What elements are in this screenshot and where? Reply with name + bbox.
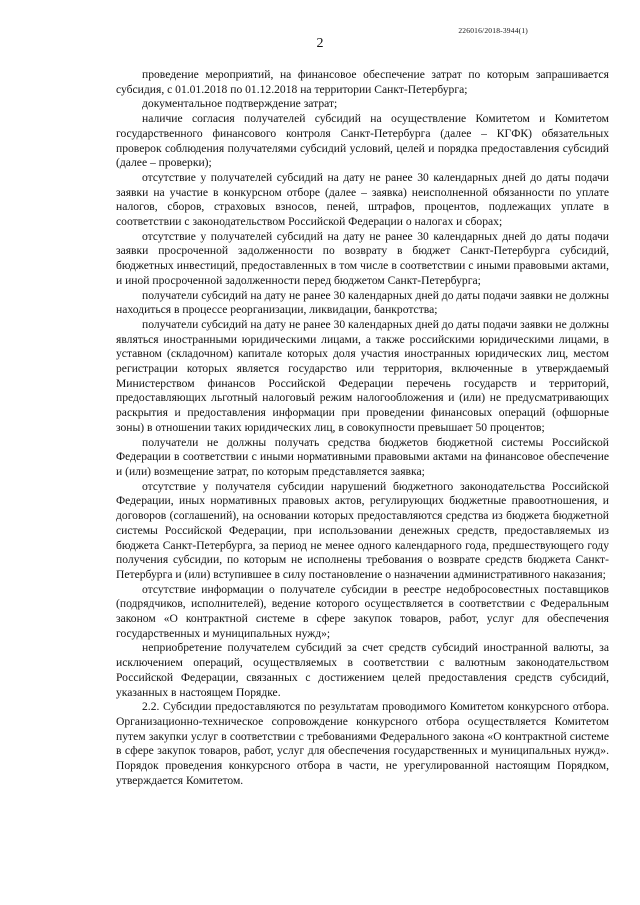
paragraph-no-overdue-debt: отсутствие у получателей субсидий на дату не ранее 30 календарных дней до даты подачи заявки просроченной задолженности по возврату в бюджет Санкт-Петербурга субсидий, бюджетных инвестиций, предоставленных в том числе в соответствии с иными правовыми актами, и иной просроченной задолженности перед бюджетом Санкт-Петербурга; [116,229,609,287]
paragraph-not-foreign-entity: получатели субсидий на дату не ранее 30 календарных дней до даты подачи заявки не должны являться иностранными юридическими лицами, а также российскими юридическими лицами, в уставном (складочном) капитале которых доля участия иностранных юридических лиц, местом регистрации которых является государство или территория, включенные в утверждаемый Министерством финансов Российской Федерации перечень государств и территорий, предоставляющих льготный налоговый режим налогообложения и (или) не предусматривающих раскрытия и предоставления информации при проведении финансовых операций (офшорные зоны) в отношении таких юридических лиц, в совокупности превышает 50 процентов; [116,317,609,434]
document-body [116,68,609,788]
paragraph-no-tax-debt: отсутствие у получателей субсидий на дату не ранее 30 календарных дней до даты подачи заявки на участие в конкурсном отборе (далее – заявка) неисполненной обязанности по уплате налогов, сборов, страховых взносов, пеней, штрафов, процентов, подлежащих уплате в соответствии с законодательством Российской Федерации о налогах и сборах; [116,170,609,229]
paragraph-section-2-2: 2.2. Субсидии предоставляются по результатам проводимого Комитетом конкурсного отбора. Организационно-техническое сопровождение конкурсного отбора осуществляется Комитетом путем закупки услуг в соответствии с требованиями Федерального закона «О контрактной системе в сфере закупок товаров, работ, услуг для обеспечения государственных и муниципальных нужд». Порядок проведения конкурсного отбора в части, не урегулированной настоящим Порядком, утверждается Комитетом. [116,700,609,787]
paragraph-no-other-budget-funds: получатели не должны получать средства бюджетов бюджетной системы Российской Федерации в соответствии с иными нормативными правовыми актами на финансовое обеспечение и (или) возмещение затрат, по которым представляется заявка; [116,435,609,478]
paragraph-no-reorganization: получатели субсидий на дату не ранее 30 календарных дней до даты подачи заявки не должны находиться в процессе реорганизации, ликвидации, банкротства; [116,288,609,317]
page-number: 2 [316,36,324,51]
paragraph-not-in-unreliable-registry: отсутствие информации о получателе субсидии в реестре недобросовестных поставщиков (подрядчиков, исполнителей), ведение которого осуществляется в соответствии с Федеральным законом «О контрактной системе в сфере закупок товаров, работ, услуг для обеспечения государственных и муниципальных нужд»; [116,582,609,640]
paragraph-inspection-consent: наличие согласия получателей субсидий на осуществление Комитетом и Комитетом государственного финансового контроля Санкт-Петербурга (далее – КГФК) обязательных проверок соблюдения получателями субсидий условий, целей и порядка предоставления субсидий (далее – проверки); [116,112,609,170]
paragraph-event-period: проведение мероприятий, на финансовое обеспечение затрат по которым запрашивается субсидия, с 01.01.2018 по 01.12.2018 на территории Санкт-Петербурга; [116,68,609,96]
paragraph-no-foreign-currency: неприобретение получателем субсидий за счет средств субсидий иностранной валюты, за исключением операций, осуществляемых в соответствии с валютным законодательством Российской Федерации, связанных с достижением целей предоставления средств субсидий, указанных в настоящем Порядке. [116,641,609,699]
paragraph-expense-confirmation: документальное подтверждение затрат; [142,97,338,111]
document-registration-number: 226016/2018-3944(1) [458,26,528,35]
paragraph-no-budget-violations: отсутствие у получателя субсидии нарушений бюджетного законодательства Российской Федерации, иных нормативных правовых актов, регулирующих бюджетные правоотношения, и договоров (соглашений), на основании которых предоставляются средства из бюджета бюджетной системы Российской Федерации, при использовании денежных средств, предоставляемых из бюджета Санкт-Петербурга, за период не менее одного календарного года, предшествующего году получения субсидии, по которым не исполнены требования о возврате средств бюджета Санкт-Петербурга и (или) вступившее в силу постановление о назначении административного наказания; [116,479,609,581]
